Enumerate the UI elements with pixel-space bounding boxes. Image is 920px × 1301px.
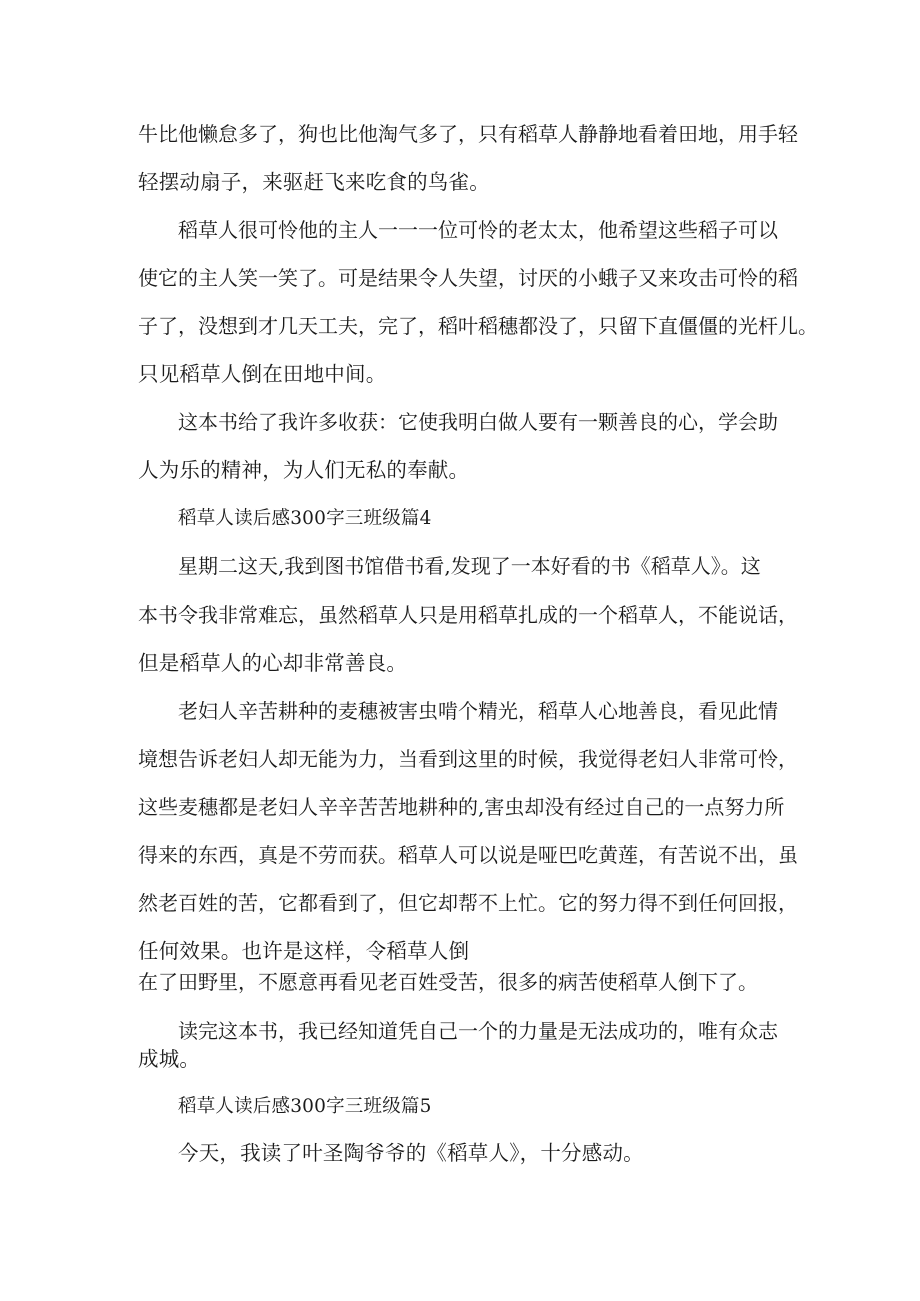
- text-line: 牛比他懒怠多了，狗也比他淘气多了，只有稻草人静静地看着田地，用手轻: [138, 122, 798, 146]
- text-line: 星期二这天,我到图书馆借书看,发现了一本好看的书《稻草人》。这: [178, 554, 761, 578]
- text-line: 老妇人辛苦耕种的麦穗被害虫啃个精光，稻草人心地善良，看见此情: [178, 699, 778, 723]
- text-line: 成城。: [138, 1047, 201, 1071]
- text-line: 任何效果。也许是这样，令稻草人倒: [138, 939, 470, 963]
- text-line: 轻摆动扇子，来驱赶飞来吃食的鸟雀。: [138, 170, 490, 194]
- text-line: 但是稻草人的心却非常善良。: [138, 651, 408, 675]
- text-line: 然老百姓的苦，它都看到了，但它却帮不上忙。它的努力得不到任何回报，: [138, 891, 798, 915]
- text-line: 人为乐的精神，为人们无私的奉献。: [138, 458, 470, 482]
- text-line: 使它的主人笑一笑了。可是结果令人失望，讨厌的小蛾子又来攻击可怜的稻: [138, 266, 798, 290]
- text-line: 境想告诉老妇人却无能为力，当看到这里的时候，我觉得老妇人非常可怜，: [138, 747, 798, 771]
- text-line: 只见稻草人倒在田地中间。: [138, 362, 387, 386]
- text-line: 得来的东西，真是不劳而获。稻草人可以说是哑巴吃黄莲，有苦说不出，虽: [138, 843, 798, 867]
- text-line: 稻草人很可怜他的主人一一一位可怜的老太太，他希望这些稻子可以: [178, 218, 778, 242]
- text-line: 本书令我非常难忘，虽然稻草人只是用稻草扎成的一个稻草人，不能说话，: [138, 603, 798, 627]
- text-line: 今天，我读了叶圣陶爷爷的《稻草人》，十分感动。: [178, 1141, 644, 1165]
- text-line: 子了，没想到才几天工夫，完了，稻叶稻穗都没了，只留下直僵僵的光杆儿。: [138, 314, 818, 338]
- text-line: 这些麦穗都是老妇人辛辛苦苦地耕种的,害虫却没有经过自己的一点努力所: [138, 795, 785, 819]
- section-heading: 稻草人读后感300字三班级篇4: [178, 508, 432, 529]
- text-line: 在了田野里，不愿意再看见老百姓受苦，很多的病苦使稻草人倒下了。: [138, 970, 758, 994]
- text-line: 读完这本书，我已经知道凭自己一个的力量是无法成功的，唯有众志: [178, 1019, 778, 1043]
- section-heading: 稻草人读后感300字三班级篇5: [178, 1096, 432, 1117]
- text-line: 这本书给了我许多收获：它使我明白做人要有一颗善良的心，学会助: [178, 410, 778, 434]
